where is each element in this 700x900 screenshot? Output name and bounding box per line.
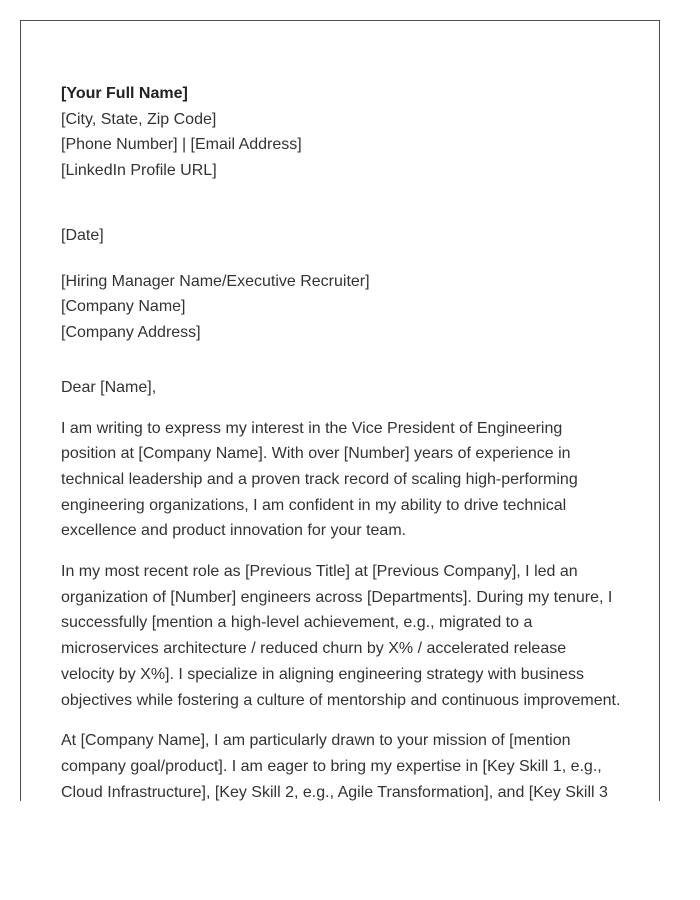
paragraph-line: technical leadership and a proven track record of scaling high-performing [61, 470, 578, 488]
recipient-address: [Company Address] [61, 323, 201, 341]
date-block [61, 223, 629, 249]
paragraph-line: objectives while fostering a culture of mentorship and continuous improvement. [61, 691, 621, 709]
cover-letter-body [61, 81, 629, 801]
letter-date: [Date] [61, 227, 104, 244]
paragraph-line: microservices architecture / reduced churn by X% / accelerated release [61, 640, 567, 658]
salutation [61, 375, 629, 401]
paragraph-line: excellence and product innovation for your team. [61, 522, 407, 540]
recipient-info [61, 269, 629, 346]
paragraph-line: position at [Company Name]. With over [Number] years of experience in [61, 445, 571, 463]
paragraph-3 [61, 728, 629, 801]
paragraph-line: velocity by X%]. I specialize in aligning engineering strategy with business [61, 665, 584, 683]
sender-city-state-zip: [City, State, Zip Code] [61, 110, 217, 128]
paragraph-1 [61, 416, 629, 545]
sender-name: [Your Full Name] [61, 85, 188, 102]
paragraph-line: successfully [mention a high-level achievement, e.g., migrated to a [61, 614, 533, 632]
recipient-company: [Company Name] [61, 298, 186, 315]
sender-info [61, 81, 629, 183]
document-page [20, 20, 660, 801]
sender-phone-email: [Phone Number] | [Email Address] [61, 136, 302, 153]
paragraph-line: engineering organizations, I am confident in my ability to drive technical [61, 496, 567, 514]
paragraph-line: organization of [Number] engineers across [Departments]. During my tenure, I [61, 588, 613, 606]
recipient-manager: [Hiring Manager Name/Executive Recruiter] [61, 272, 370, 290]
paragraph-line: Cloud Infrastructure], [Key Skill 2, e.g., Agile Transformation], and [Key Skill 3 [61, 783, 608, 801]
paragraph-line: I am writing to express my interest in the Vice President of Engineering [61, 419, 563, 437]
paragraph-line: company goal/product]. I am eager to bring my expertise in [Key Skill 1, e.g., [61, 757, 602, 775]
paragraph-line: At [Company Name], I am particularly drawn to your mission of [mention [61, 732, 571, 750]
paragraph-2 [61, 559, 629, 713]
salutation-text: Dear [Name], [61, 379, 157, 396]
sender-linkedin: [LinkedIn Profile URL] [61, 161, 217, 179]
paragraph-line: In my most recent role as [Previous Title] at [Previous Company], I led an [61, 563, 578, 581]
